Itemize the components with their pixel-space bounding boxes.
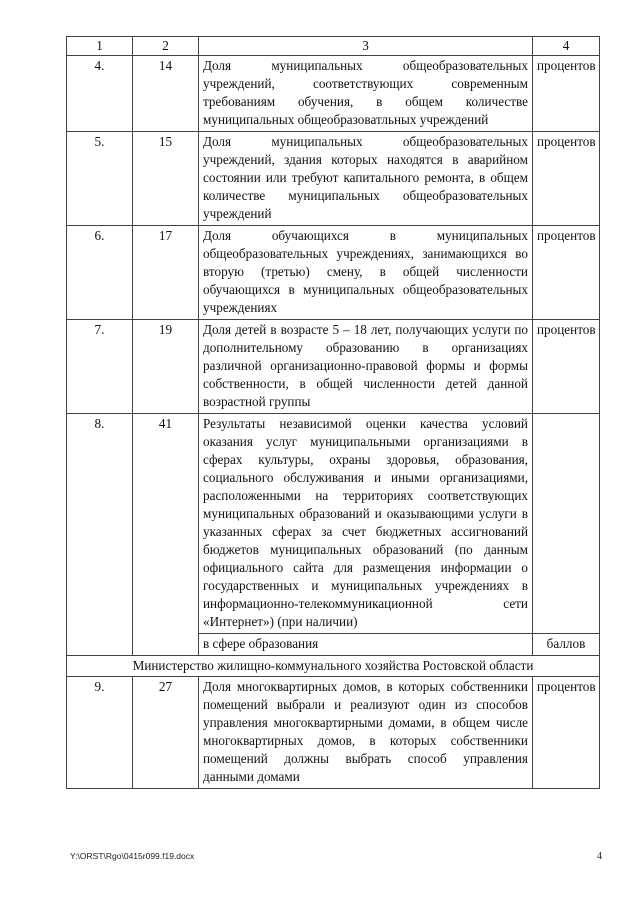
- subrow-text: в сфере образования: [199, 634, 533, 656]
- header-col-2: 2: [133, 37, 199, 56]
- row-code: 19: [133, 320, 199, 414]
- subrow-unit: баллов: [533, 634, 600, 656]
- row-unit: процентов: [533, 320, 600, 414]
- section-title: Министерство жилищно-коммунального хозяйства Ростовской области: [67, 656, 600, 677]
- table-row: [67, 677, 600, 789]
- document-page: [66, 36, 599, 789]
- row-unit: [533, 414, 600, 634]
- row-unit: процентов: [533, 56, 600, 132]
- row-text: Доля муниципальных общеобразовательных учреждений, соответствующих современным требованиям обучения, в общем количестве муниципальных общеобразоватльных учреждений: [199, 56, 533, 132]
- table-row: [67, 414, 600, 634]
- table-row: [67, 320, 600, 414]
- row-unit: процентов: [533, 226, 600, 320]
- row-unit: процентов: [533, 677, 600, 789]
- row-code: 14: [133, 56, 199, 132]
- row-text: Доля обучающихся в муниципальных общеобразовательных учреждениях, занимающихся во вторую (третью) смену, в общей численности обучающихся в муниципальных общеобразовательных учреждениях: [199, 226, 533, 320]
- page-number: 4: [597, 851, 602, 862]
- row-text: Результаты независимой оценки качества условий оказания услуг муниципальными организациями в сферах культуры, охраны здоровья, образования, социального обслуживания и иными организациями, расположенными на территориях соответствующих муниципальных образований и оказывающими услуги в указанных сферах за счет бюджетных ассигнований бюджетов муниципальных образований (по данным официального сайта для размещения информации о государственных и муниципальных учреждениях в информационно-телекоммуникационной сети «Интернет») (при наличии): [199, 414, 533, 634]
- row-code: 27: [133, 677, 199, 789]
- row-text: Доля детей в возрасте 5 – 18 лет, получающих услуги по дополнительному образованию в организациях различной организационно-правовой формы и формы собственности, в общей численности детей данной возрастной группы: [199, 320, 533, 414]
- file-path: Y:\ORST\Rgo\0415r099.f19.docx: [70, 851, 195, 861]
- section-row: [67, 656, 600, 677]
- table-row: [67, 132, 600, 226]
- row-unit: процентов: [533, 132, 600, 226]
- row-number: 6.: [67, 226, 133, 320]
- row-code: 41: [133, 414, 199, 656]
- indicators-table: [66, 36, 600, 789]
- header-col-4: 4: [533, 37, 600, 56]
- table-header-row: [67, 37, 600, 56]
- row-number: 9.: [67, 677, 133, 789]
- table-row: [67, 56, 600, 132]
- row-text: Доля многоквартирных домов, в которых собственники помещений выбрали и реализуют один из способов управления многоквартирными домами, в общем числе многоквартирных домов, в которых собственники помещений должны выбрать способ управления данными домами: [199, 677, 533, 789]
- header-col-3: 3: [199, 37, 533, 56]
- row-text: Доля муниципальных общеобразовательных учреждений, здания которых находятся в аварийном состоянии или требуют капитального ремонта, в общем количестве муниципальных общеобразовательных учреждений: [199, 132, 533, 226]
- row-code: 15: [133, 132, 199, 226]
- header-col-1: 1: [67, 37, 133, 56]
- row-number: 8.: [67, 414, 133, 656]
- row-number: 4.: [67, 56, 133, 132]
- row-number: 5.: [67, 132, 133, 226]
- row-code: 17: [133, 226, 199, 320]
- row-number: 7.: [67, 320, 133, 414]
- table-row: [67, 226, 600, 320]
